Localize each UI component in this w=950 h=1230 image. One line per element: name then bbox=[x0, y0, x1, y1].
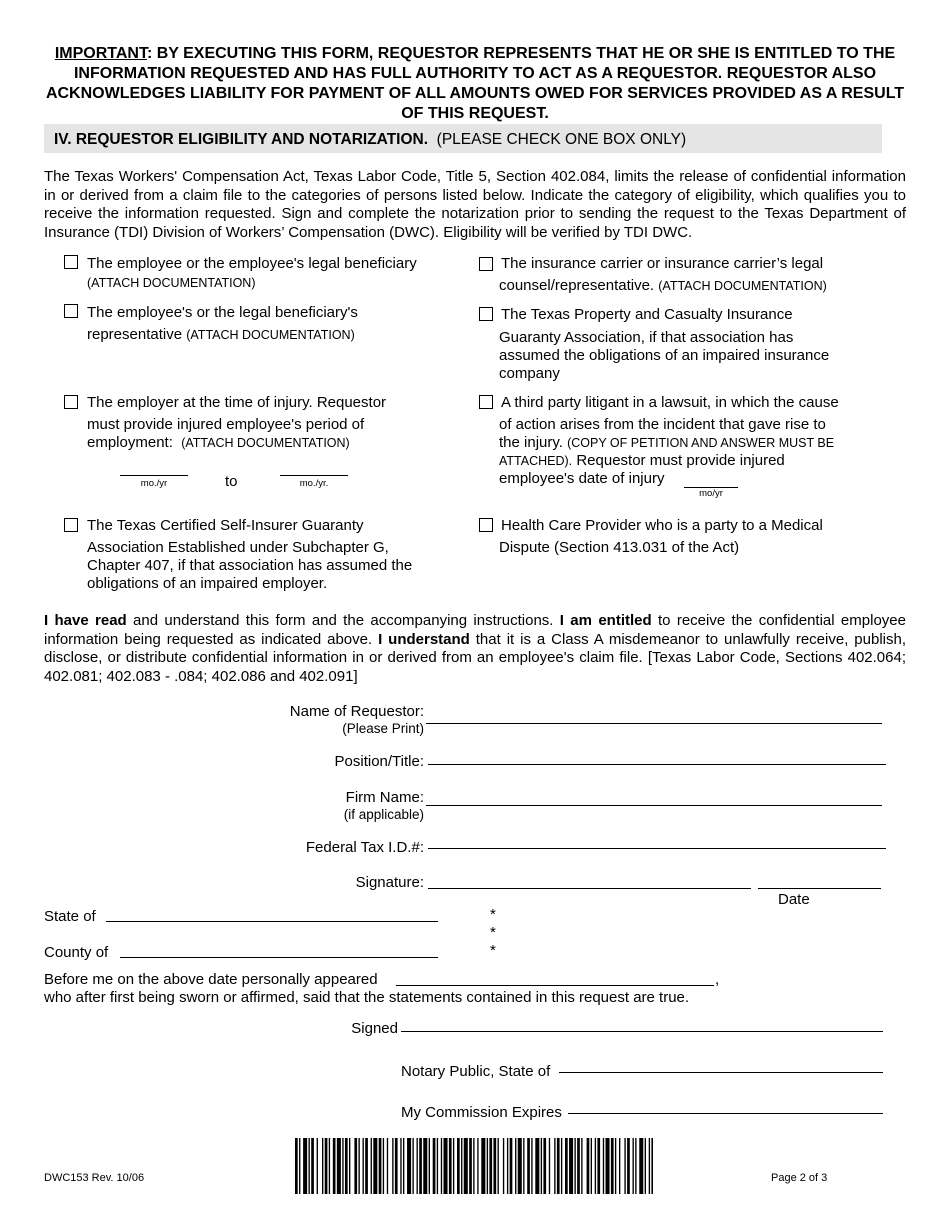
commission-expires-label: My Commission Expires bbox=[401, 1104, 562, 1121]
option-guaranty-text2: Guaranty Association, if that association has bbox=[499, 329, 794, 346]
checkbox-employee[interactable] bbox=[64, 255, 78, 269]
option-representative-line2 bbox=[87, 325, 355, 345]
state-of-label: State of bbox=[44, 908, 96, 925]
notary-public-state-field[interactable] bbox=[559, 1072, 883, 1073]
employment-to-label: mo./yr. bbox=[299, 478, 329, 489]
option-employer-line3 bbox=[87, 433, 350, 453]
employment-to-text: to bbox=[225, 473, 238, 490]
option-employer-text3: employment: bbox=[87, 434, 173, 451]
option-litigant-note1: (COPY OF PETITION AND ANSWER MUST BE bbox=[567, 436, 835, 450]
acknowledgment-paragraph bbox=[44, 612, 906, 686]
checkbox-self-insurer[interactable] bbox=[64, 518, 78, 532]
federal-tax-id-label: Federal Tax I.D.#: bbox=[305, 839, 424, 856]
name-of-requestor-label: Name of Requestor: bbox=[289, 703, 424, 720]
option-employer-note: (ATTACH DOCUMENTATION) bbox=[181, 436, 350, 450]
name-of-requestor-sublabel: (Please Print) bbox=[342, 721, 424, 736]
option-guaranty-text3: assumed the obligations of an impaired insurance bbox=[499, 347, 830, 364]
option-carrier-text2: counsel/representative. bbox=[499, 277, 655, 294]
notary-public-state-label: Notary Public, State of bbox=[401, 1063, 551, 1080]
checkbox-carrier[interactable] bbox=[479, 257, 493, 271]
section-title bbox=[54, 131, 686, 149]
option-selfinsurer-text1: The Texas Certified Self-Insurer Guaranty bbox=[87, 517, 364, 534]
ack-bold-1: I have read bbox=[44, 612, 127, 629]
notary-star-1: * bbox=[490, 906, 496, 923]
county-of-field[interactable] bbox=[120, 957, 438, 958]
employment-to-field[interactable] bbox=[280, 475, 348, 476]
name-of-requestor-field[interactable] bbox=[426, 723, 882, 724]
sworn-statement: who after first being sworn or affirmed, said that the statements contained in this request are true. bbox=[44, 989, 690, 1006]
ack-bold-2: I am entitled bbox=[559, 612, 652, 629]
option-guaranty-text4: company bbox=[499, 365, 560, 382]
option-carrier-text1: The insurance carrier or insurance carrier’s legal bbox=[501, 255, 824, 272]
ack-bold-3: I understand bbox=[378, 630, 470, 648]
signed-label: Signed bbox=[351, 1020, 398, 1037]
option-healthcare-text2: Dispute (Section 413.031 of the Act) bbox=[499, 539, 740, 556]
option-litigant-note2: ATTACHED). bbox=[499, 454, 573, 468]
option-employer-text1: The employer at the time of injury. Requestor bbox=[87, 394, 387, 411]
important-text: : BY EXECUTING THIS FORM, REQUESTOR REPRESENTS THAT HE OR SHE IS ENTITLED TO THE INFORMATION REQUESTED AND HAS FULL AUTHORITY TO ACT AS A REQUESTOR. REQUESTOR ALSO ACKNOWLEDGES LIABILITY FOR PAYMENT OF ALL AMOUNTS OWED FOR SERVICES PROVIDED AS A RESULT OF THIS REQUEST. bbox=[45, 45, 905, 122]
section-title-note: (PLEASE CHECK ONE BOX ONLY) bbox=[436, 131, 687, 148]
option-litigant-text3a: the injury. bbox=[499, 434, 563, 451]
signed-field[interactable] bbox=[401, 1031, 883, 1032]
important-notice bbox=[40, 44, 910, 124]
employment-from-label: mo./yr bbox=[140, 478, 168, 489]
option-selfinsurer-text4: obligations of an impaired employer. bbox=[87, 575, 328, 592]
option-litigant-text5: employee's date of injury bbox=[499, 470, 665, 487]
federal-tax-id-field[interactable] bbox=[428, 848, 886, 849]
option-selfinsurer-text2: Association Established under Subchapter G, bbox=[87, 539, 389, 556]
option-litigant-text2: of action arises from the incident that gave rise to bbox=[499, 416, 826, 433]
option-litigant-text4: Requestor must provide injured bbox=[576, 452, 785, 469]
state-of-field[interactable] bbox=[106, 921, 438, 922]
ack-text-2: to receive the confidential employee information being requested as indicated above. bbox=[44, 612, 906, 648]
date-field[interactable] bbox=[758, 888, 881, 889]
option-representative-note: (ATTACH DOCUMENTATION) bbox=[186, 328, 355, 342]
option-litigant-line3 bbox=[499, 433, 834, 453]
option-selfinsurer-text3: Chapter 407, if that association has assumed the bbox=[87, 557, 413, 574]
barcode-icon bbox=[295, 1138, 653, 1194]
appeared-name-field[interactable] bbox=[396, 985, 714, 986]
option-litigant-line4 bbox=[499, 451, 785, 471]
option-employee-text: The employee or the employee's legal beneficiary bbox=[87, 255, 417, 272]
firm-name-label: Firm Name: bbox=[345, 789, 424, 806]
important-label: IMPORTANT bbox=[54, 45, 147, 62]
checkbox-health-care-provider[interactable] bbox=[479, 518, 493, 532]
checkbox-employer[interactable] bbox=[64, 395, 78, 409]
injury-date-label: mo/yr bbox=[699, 488, 723, 499]
commission-expires-field[interactable] bbox=[568, 1113, 883, 1114]
checkbox-guaranty-association[interactable] bbox=[479, 307, 493, 321]
signature-field[interactable] bbox=[428, 888, 751, 889]
option-carrier-note: (ATTACH DOCUMENTATION) bbox=[658, 279, 827, 293]
county-of-label: County of bbox=[44, 944, 109, 961]
option-litigant-text1: A third party litigant in a lawsuit, in which the cause bbox=[501, 394, 839, 411]
firm-name-sublabel: (if applicable) bbox=[343, 807, 424, 822]
form-id: DWC153 Rev. 10/06 bbox=[44, 1172, 145, 1184]
ack-text-1: and understand this form and the accompanying instructions. bbox=[126, 612, 560, 629]
appeared-label: Before me on the above date personally appeared bbox=[44, 971, 378, 988]
option-healthcare-text1: Health Care Provider who is a party to a Medical bbox=[501, 517, 823, 534]
appeared-comma: , bbox=[715, 971, 720, 988]
position-title-field[interactable] bbox=[428, 764, 886, 765]
employment-from-field[interactable] bbox=[120, 475, 188, 476]
option-employer-text2: must provide injured employee's period of bbox=[87, 416, 365, 433]
firm-name-field[interactable] bbox=[426, 805, 882, 806]
option-employee-note: (ATTACH DOCUMENTATION) bbox=[87, 276, 256, 290]
intro-paragraph: The Texas Workers' Compensation Act, Texas Labor Code, Title 5, Section 402.084, limits the release of confidential information in or derived from a claim file to the categories of persons listed below. Indicate the category of eligibility, which qualifies you to receive the information requested. Sign and complete the notarization prior to sending the request to the Texas Department of Insurance (TDI) Division of Workers’ Compensation (DWC). Eligibility will be verified by TDI DWC. bbox=[44, 168, 906, 241]
option-guaranty-text1: The Texas Property and Casualty Insurance bbox=[501, 306, 793, 323]
signature-label: Signature: bbox=[355, 874, 424, 891]
option-representative-text2: representative bbox=[87, 326, 183, 343]
section-title-text: IV. REQUESTOR ELIGIBILITY AND NOTARIZATION. bbox=[54, 131, 429, 148]
option-carrier-line2 bbox=[499, 276, 827, 296]
page-number: Page 2 of 3 bbox=[771, 1172, 828, 1184]
notary-star-3: * bbox=[490, 942, 496, 959]
date-label: Date bbox=[778, 891, 810, 908]
option-representative-text1: The employee's or the legal beneficiary's bbox=[87, 304, 358, 321]
position-title-label: Position/Title: bbox=[334, 753, 424, 770]
ack-text-3: that it is a Class A misdemeanor to unlawfully receive, publish, disclose, or distribute confidential information in or derived from an employee's claim file. [Texas Labor Code, Sections 402.064; 402.081; 402.083 - .084; 402.086 and 402.091] bbox=[44, 630, 906, 685]
checkbox-third-party-litigant[interactable] bbox=[479, 395, 493, 409]
checkbox-representative[interactable] bbox=[64, 304, 78, 318]
notary-star-2: * bbox=[490, 924, 496, 941]
